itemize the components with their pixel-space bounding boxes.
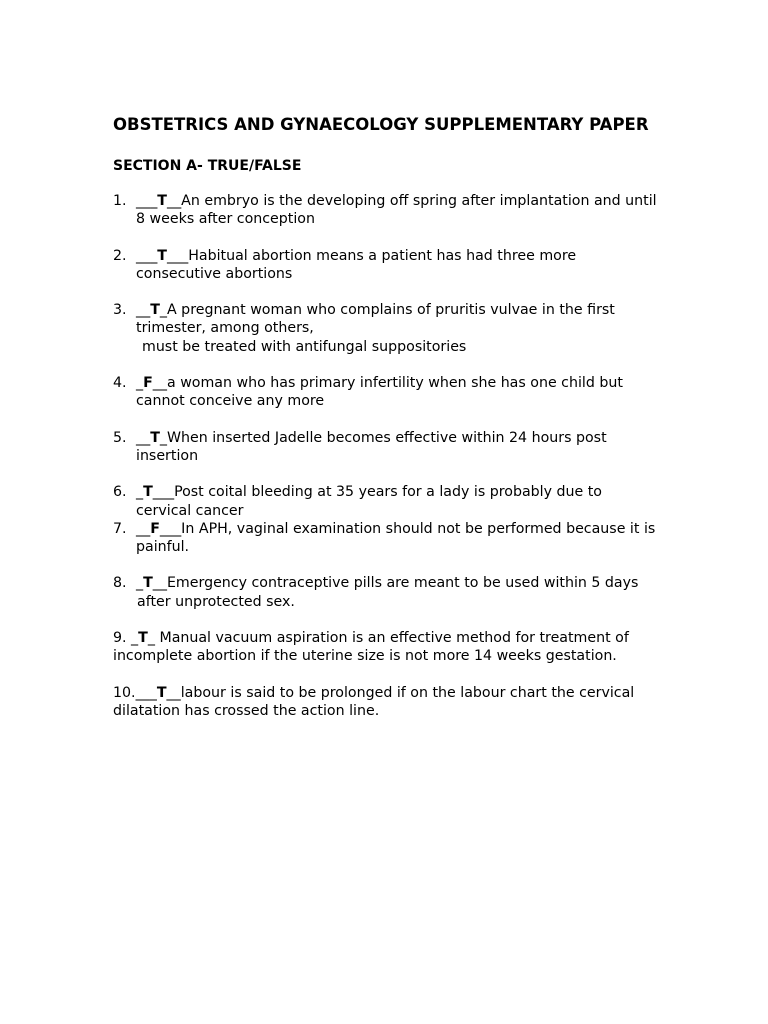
answer-blank-after: __ bbox=[152, 375, 167, 392]
question-body bbox=[136, 301, 658, 356]
question-body bbox=[136, 247, 658, 284]
answer-mark: T bbox=[156, 684, 167, 701]
answer-blank-before: _ bbox=[136, 375, 144, 392]
question-text: Emergency contraceptive pills are meant to be used within 5 days bbox=[166, 575, 639, 592]
question-item bbox=[113, 429, 658, 466]
question-number: 5. bbox=[113, 429, 127, 446]
question-text: When inserted Jadelle becomes effective within 24 hours post insertion bbox=[136, 429, 607, 464]
question-number: 8. bbox=[113, 575, 127, 592]
question-item bbox=[113, 520, 658, 557]
question-text: Manual vacuum aspiration is an effective method for treatment of incomplete abortion if the uterine size is not more 14 weeks gestation. bbox=[113, 630, 629, 665]
question-number: 9. bbox=[113, 630, 127, 647]
answer-blank-before: _ bbox=[136, 575, 144, 592]
question-body bbox=[136, 574, 658, 611]
question-text: labour is said to be prolonged if on the labour chart the cervical dilatation has crossed the action line. bbox=[113, 684, 635, 719]
question-item bbox=[113, 684, 658, 721]
answer-blank-before: __ bbox=[136, 302, 151, 319]
answer-blank-before: ___ bbox=[135, 684, 157, 701]
answer-blank-before: ___ bbox=[136, 193, 158, 209]
question-body bbox=[136, 374, 658, 411]
answer-blank-after: ___ bbox=[166, 247, 189, 264]
question-body bbox=[136, 429, 658, 466]
answer-mark: T bbox=[138, 630, 148, 647]
answer-blank-before: __ bbox=[136, 520, 151, 537]
question-number: 6. bbox=[113, 484, 127, 501]
answer-blank-after: ___ bbox=[152, 484, 175, 501]
answer-blank-before: ___ bbox=[136, 247, 158, 264]
question-item bbox=[113, 301, 658, 356]
question-item bbox=[113, 374, 658, 411]
question-text: Habitual abortion means a patient has had three more consecutive abortions bbox=[136, 247, 577, 282]
answer-mark: F bbox=[143, 375, 153, 392]
answer-mark: T bbox=[143, 575, 153, 592]
answer-blank-after: __ bbox=[166, 684, 181, 701]
question-body bbox=[136, 483, 658, 520]
question-number: 7. bbox=[113, 520, 127, 537]
question-number: 4. bbox=[113, 375, 127, 392]
answer-mark: T bbox=[157, 247, 167, 264]
answer-mark: T bbox=[150, 429, 160, 446]
question-continuation: must be treated with antifungal suppositories bbox=[142, 338, 467, 355]
question-number: 3. bbox=[113, 302, 127, 319]
answer-blank-after: _ bbox=[159, 429, 167, 446]
answer-mark: T bbox=[143, 484, 153, 501]
document-content bbox=[113, 114, 658, 738]
question-text: A pregnant woman who complains of pruritis vulvae in the first trimester, among others, bbox=[136, 302, 615, 337]
question-text: a woman who has primary infertility when she has one child but cannot conceive any more bbox=[136, 375, 623, 410]
answer-blank-before: _ bbox=[136, 484, 144, 501]
question-item bbox=[113, 629, 658, 666]
answer-mark: F bbox=[150, 520, 160, 537]
question-text: An embryo is the developing off spring after implantation and until 8 weeks after conception bbox=[136, 193, 657, 228]
answer-mark: T bbox=[157, 193, 167, 209]
question-item bbox=[113, 192, 658, 229]
answer-blank-before: _ bbox=[126, 630, 139, 647]
question-text: Post coital bleeding at 35 years for a lady is probably due to cervical cancer bbox=[136, 484, 602, 519]
question-continuation: after unprotected sex. bbox=[137, 593, 295, 610]
question-item bbox=[113, 247, 658, 284]
answer-blank-after: __ bbox=[166, 193, 182, 209]
question-number: 10. bbox=[113, 684, 136, 701]
question-item bbox=[113, 483, 658, 520]
question-text: In APH, vaginal examination should not be performed because it is painful. bbox=[136, 520, 656, 556]
question-list bbox=[113, 192, 658, 720]
question-body bbox=[136, 192, 658, 229]
answer-blank-after: _ bbox=[147, 630, 155, 647]
paper-title: OBSTETRICS AND GYNAECOLOGY SUPPLEMENTARY PAPER bbox=[113, 115, 649, 134]
answer-blank-after: ___ bbox=[159, 520, 182, 537]
section-heading: SECTION A- TRUE/FALSE bbox=[113, 158, 302, 174]
question-item bbox=[113, 574, 658, 611]
question-body bbox=[136, 520, 658, 557]
answer-blank-after: _ bbox=[159, 302, 167, 319]
question-number: 1. bbox=[113, 193, 127, 209]
answer-blank-before: __ bbox=[136, 429, 151, 446]
answer-blank-after: __ bbox=[152, 575, 167, 592]
answer-mark: T bbox=[150, 302, 160, 319]
question-number: 2. bbox=[113, 247, 127, 264]
